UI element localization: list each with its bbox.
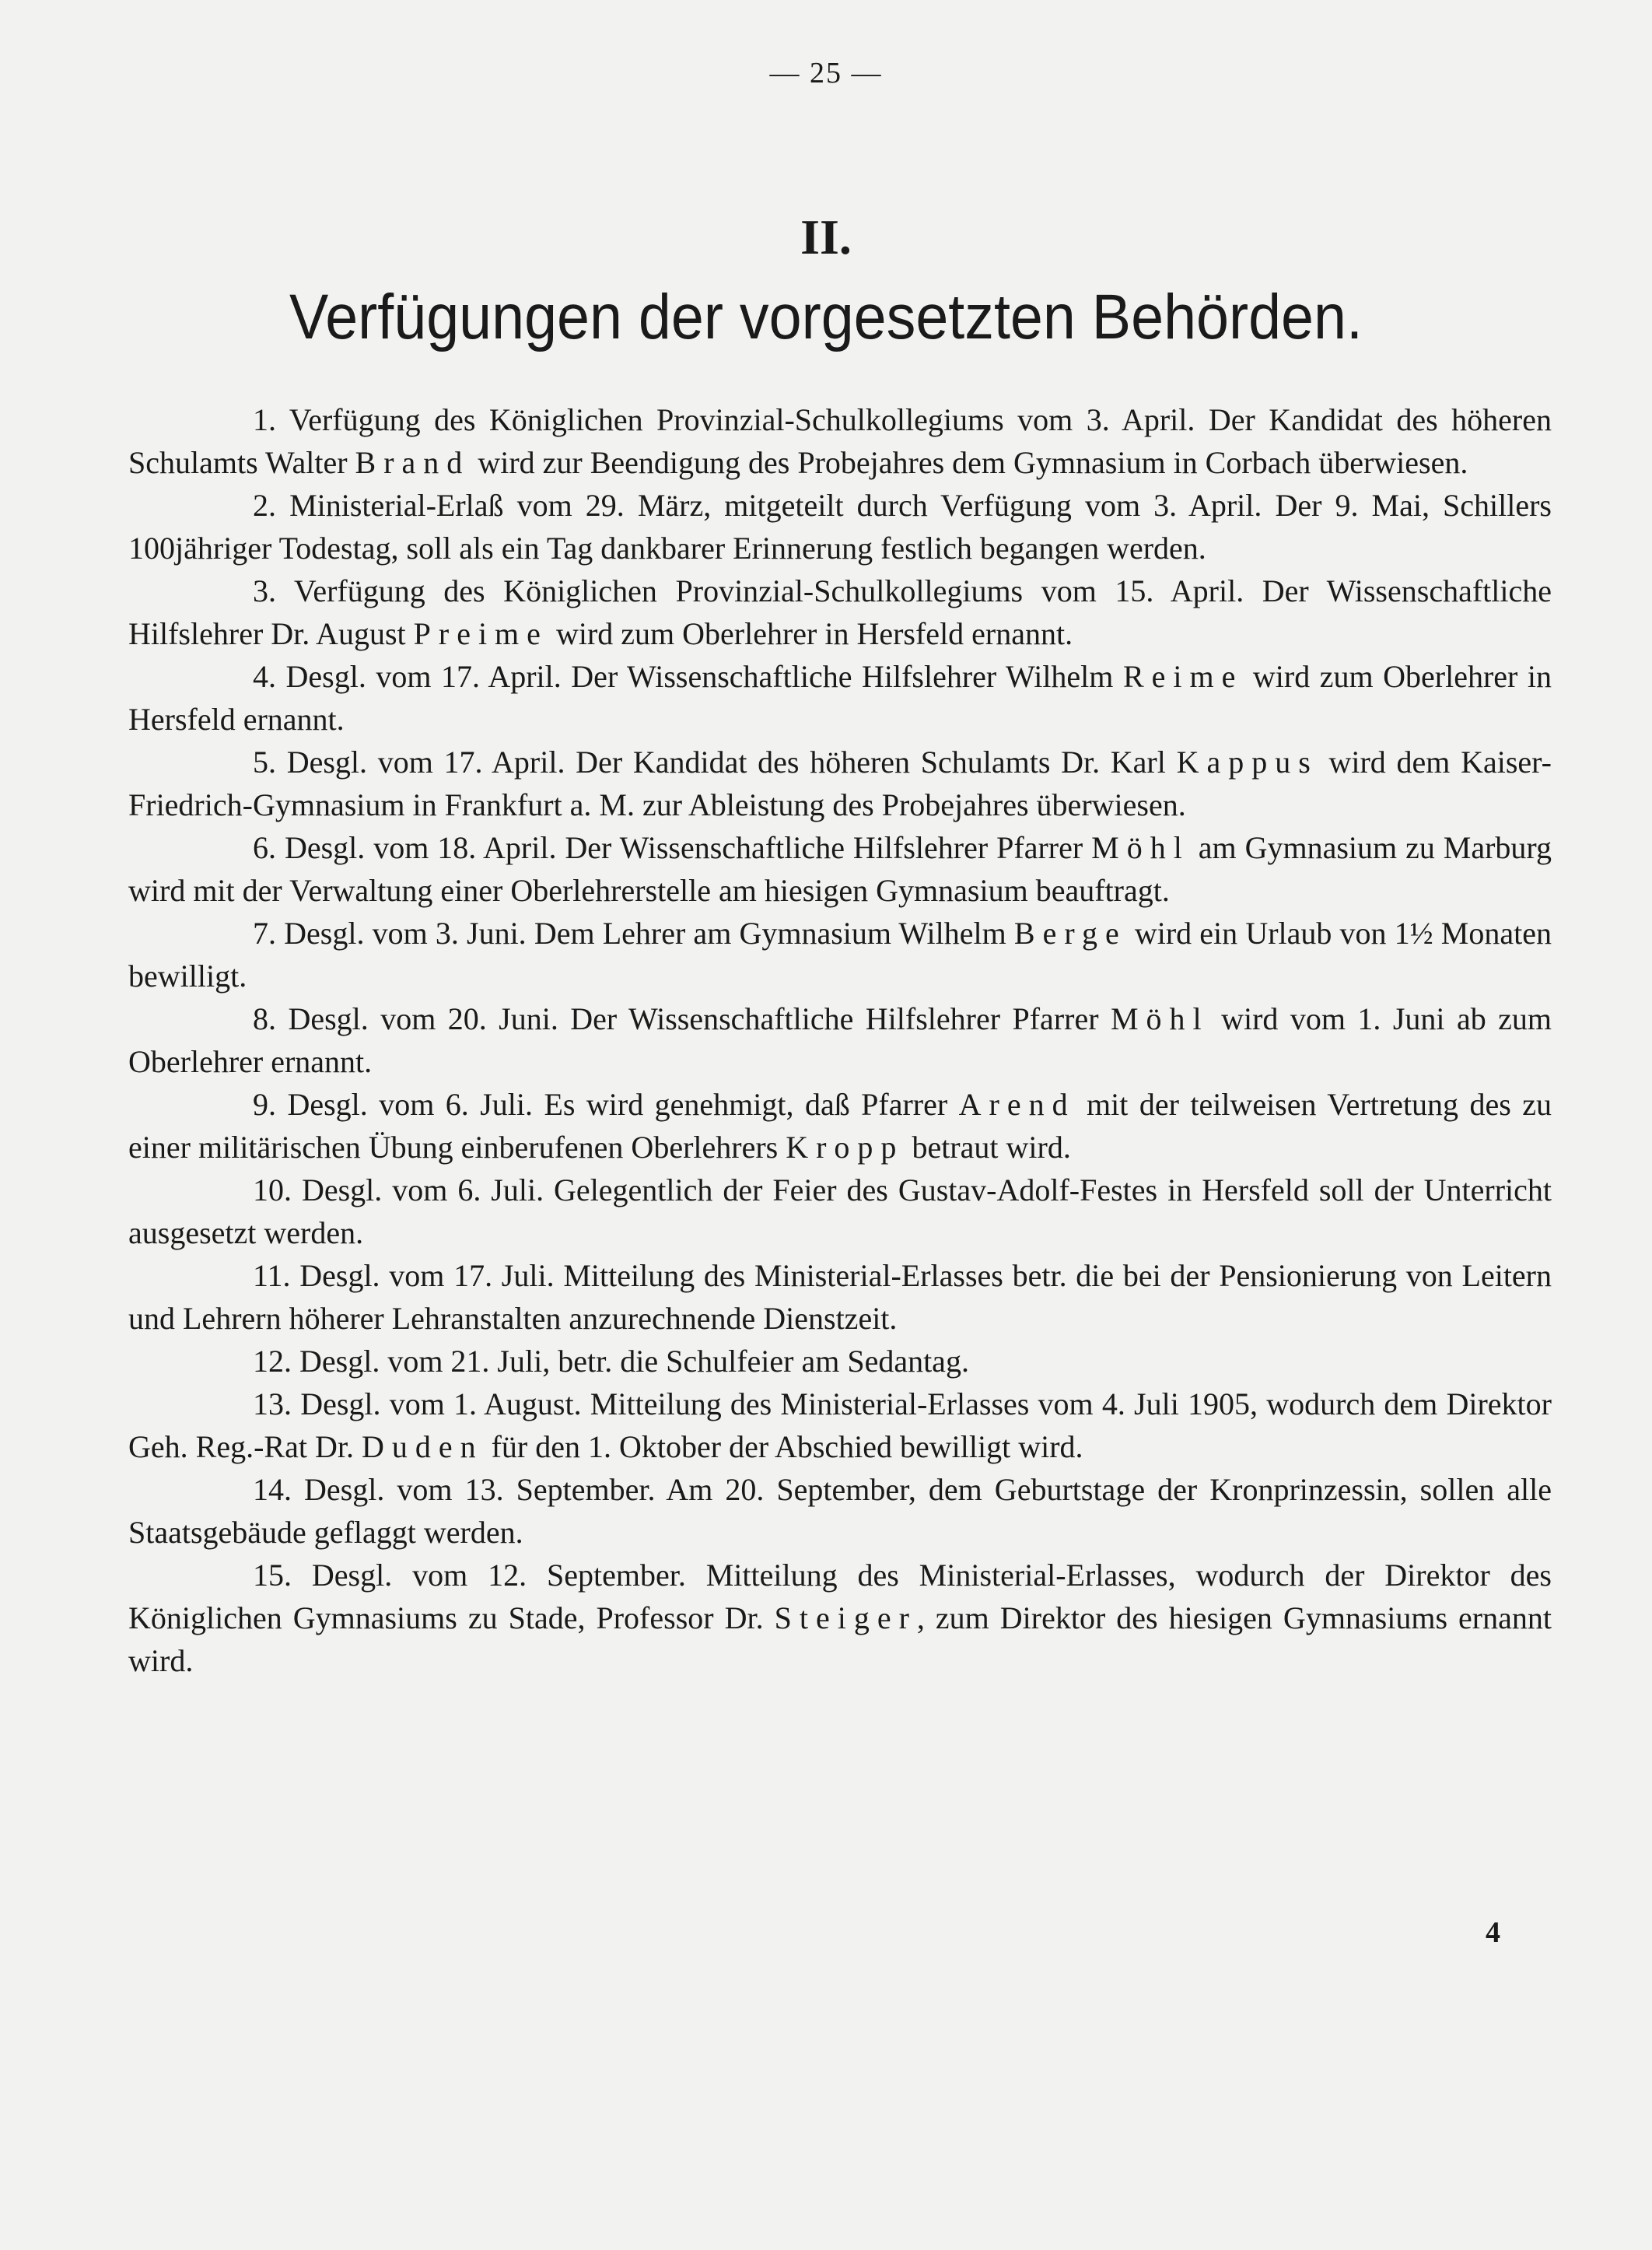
person-name: Möhl — [1091, 830, 1190, 865]
decree-item-5 — [128, 741, 1552, 826]
item-text: Desgl. vom 17. Juli. Mitteilung des Ministerial-Erlasses betr. die bei der Pensionierung von Leitern und Lehrern höherer Lehranstalten anzurechnende Dienstzeit. — [128, 1258, 1552, 1336]
decree-item-6 — [128, 826, 1552, 912]
item-number: 5. — [253, 745, 276, 780]
decree-item-2 — [128, 484, 1552, 570]
item-text: , zum Direktor des hiesigen Gymnasiums ernannt wird. — [128, 1600, 1552, 1678]
section-numeral: II. — [800, 209, 852, 265]
item-number: 8. — [253, 1001, 276, 1036]
item-text: Ministerial-Erlaß vom 29. März, mitgeteilt durch Verfügung vom 3. April. Der 9. Mai, Schillers 100jähriger Todestag, soll als ein Tag dankbarer Erinnerung festlich begangen werden. — [128, 488, 1552, 566]
item-number: 9. — [253, 1087, 276, 1122]
item-text: Desgl. vom 21. Juli, betr. die Schulfeier am Sedantag. — [299, 1344, 969, 1379]
item-number: 15. — [253, 1558, 292, 1593]
item-text: Desgl. vom 6. Juli. Es wird genehmigt, daß Pfarrer — [287, 1087, 959, 1122]
person-name: Arend — [958, 1087, 1076, 1122]
decree-item-7 — [128, 912, 1552, 997]
decree-item-12 — [128, 1340, 1552, 1383]
person-name: Berge — [1013, 916, 1127, 951]
item-text: Desgl. vom 17. April. Der Kandidat des höheren Schulamts Dr. Karl — [286, 745, 1177, 780]
decree-item-4 — [128, 655, 1552, 741]
person-name: Preime — [413, 616, 548, 651]
item-number: 7. — [253, 916, 276, 951]
decree-item-10 — [128, 1169, 1552, 1254]
decree-item-3 — [128, 570, 1552, 655]
item-number: 14. — [253, 1472, 292, 1507]
item-text: Desgl. vom 3. Juni. Dem Lehrer am Gymnasium Wilhelm — [284, 916, 1014, 951]
item-text: am Gymnasium zu Marburg wird mit der Verwaltung einer Oberlehrerstelle am hiesigen Gymnasium beauftragt. — [128, 830, 1552, 908]
person-name: Möhl — [1110, 1001, 1209, 1036]
person-name: Steiger — [774, 1600, 917, 1635]
decree-item-14 — [128, 1468, 1552, 1554]
item-text: wird vom 1. Juni ab zum Oberlehrer ernannt. — [128, 1001, 1552, 1079]
item-text: Desgl. vom 6. Juli. Gelegentlich der Feier des Gustav-Adolf-Festes in Hersfeld soll der Unterricht ausgesetzt werden. — [128, 1172, 1552, 1250]
item-text: wird ein Urlaub von 1½ Monaten bewilligt. — [128, 916, 1552, 994]
item-number: 3. — [253, 573, 276, 608]
item-text: Desgl. vom 18. April. Der Wissenschaftliche Hilfslehrer Pfarrer — [284, 830, 1092, 865]
item-number: 4. — [253, 659, 276, 694]
item-text: Desgl. vom 20. Juni. Der Wissenschaftliche Hilfslehrer Pfarrer — [288, 1001, 1111, 1036]
item-text: wird zur Beendigung des Probejahres dem Gymnasium in Corbach überwiesen. — [470, 445, 1468, 480]
item-number: 10. — [253, 1172, 292, 1207]
person-name: Kropp — [786, 1130, 905, 1165]
decree-item-1 — [128, 398, 1552, 484]
decree-item-9 — [128, 1083, 1552, 1169]
item-text: mit der teilweisen Vertretung des zu einer militärischen Übung einberufenen Oberlehrers — [128, 1087, 1552, 1165]
item-number: 11. — [253, 1258, 291, 1293]
page-number: — 25 — — [769, 57, 883, 89]
decree-item-13 — [128, 1383, 1552, 1468]
item-text: Desgl. vom 17. April. Der Wissenschaftliche Hilfslehrer Wilhelm — [285, 659, 1123, 694]
item-text: für den 1. Oktober der Abschied bewilligt wird. — [483, 1429, 1083, 1464]
person-name: Reime — [1122, 659, 1244, 694]
decree-item-8 — [128, 997, 1552, 1083]
item-text: wird zum Oberlehrer in Hersfeld ernannt. — [128, 659, 1552, 737]
decree-item-11 — [128, 1254, 1552, 1340]
person-name: Duden — [361, 1429, 484, 1464]
item-text: wird dem Kaiser-Friedrich-Gymnasium in Frankfurt a. M. zur Ableistung des Probejahres überwiesen. — [128, 745, 1552, 822]
item-text: Desgl. vom 1. August. Mitteilung des Ministerial-Erlasses vom 4. Juli 1905, wodurch dem Direktor Geh. Reg.-Rat Dr. — [128, 1386, 1552, 1464]
decree-list — [128, 398, 1552, 1682]
item-number: 6. — [253, 830, 276, 865]
person-name: Kappus — [1176, 745, 1318, 780]
section-title: Verfügungen der vorgesetzten Behörden. — [289, 282, 1363, 352]
item-number: 2. — [253, 488, 276, 523]
item-text: betraut wird. — [904, 1130, 1071, 1165]
item-number: 13. — [253, 1386, 292, 1421]
item-text: Desgl. vom 13. September. Am 20. September, dem Geburtstage der Kronprinzessin, sollen alle Staatsgebäude geflaggt werden. — [128, 1472, 1552, 1550]
item-number: 12. — [253, 1344, 292, 1379]
signature-mark: 4 — [1486, 1916, 1500, 1949]
item-number: 1. — [253, 402, 276, 437]
item-text: Desgl. vom 12. September. Mitteilung des Ministerial-Erlasses, wodurch der Direktor des Königlichen Gymnasiums zu Stade, Professor Dr. — [128, 1558, 1552, 1635]
person-name: Brand — [355, 445, 471, 480]
item-text: Verfügung des Königlichen Provinzial-Schulkollegiums vom 3. April. Der Kandidat des höheren Schulamts Walter — [128, 402, 1552, 480]
decree-item-15 — [128, 1554, 1552, 1682]
item-text: Verfügung des Königlichen Provinzial-Schulkollegiums vom 15. April. Der Wissenschaftliche Hilfslehrer Dr. August — [128, 573, 1552, 651]
item-text: wird zum Oberlehrer in Hersfeld ernannt. — [548, 616, 1073, 651]
